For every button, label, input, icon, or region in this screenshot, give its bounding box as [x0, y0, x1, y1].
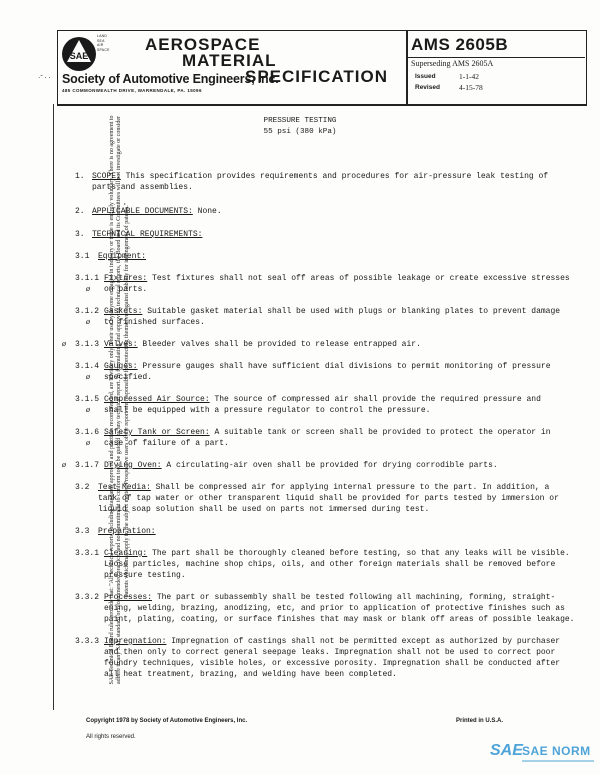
section-compressed-air: Compressed Air Source: The source of compressed air shall provide the required pressure and — [104, 395, 541, 404]
society-address: 485 COMMONWEALTH DRIVE, WARRENDALE, PA. 15096 — [62, 88, 202, 93]
section-line: foundry techniques, visible holes, or excessive porosity. Impregnation shall be conducted after — [104, 659, 561, 668]
section-line: and then only to correct general seepage leaks. Impregnation shall not be used to correct poor — [104, 648, 556, 657]
section-line: liquid soap solution shall be used on parts not immersed during test. — [98, 505, 430, 514]
section-number: 3.2 — [75, 483, 90, 492]
disclaimer-vertical-text: SAE Technical Board rules provide that: "All technical reports, including standards approved and practices recommended, are advisory only. Their use by anyone engaged in industry or trade is entirely voluntary. There is no agreement to adhere to any SAE standard or recommended practice, and no commitment to conform to or be guided by any technical report. In formulating and approving technical reports, the Board and its Committees will not investigate or consider patents which may apply to the subject matter. Prospective users of the report are responsible for protecting themselves against liability for infringement of patents." — [109, 115, 130, 685]
section-equipment: Equipment: — [98, 252, 147, 261]
section-line: to finished surfaces. — [104, 318, 205, 327]
document-title: PRESSURE TESTING — [263, 117, 337, 125]
section-number: 3.3.3 — [75, 637, 100, 646]
section-processes: Processes: The part or subassembly shall be tested following all machining, forming, straight- — [104, 593, 556, 602]
section-line: shall be equipped with a pressure regulator to control the pressure. — [104, 406, 431, 415]
section-test-media: Test Media: Shall be compressed air for applying internal pressure to the part. In addition, a — [98, 483, 550, 492]
watermark-logo: SAE — [490, 742, 523, 759]
header-divider — [406, 30, 408, 106]
document-subtitle: 55 psi (380 kPa) — [263, 128, 337, 136]
society-name: Society of Automotive Engineers, Inc. — [62, 72, 279, 86]
sidebar-rule — [53, 104, 54, 710]
title-aerospace: AEROSPACE — [145, 35, 261, 54]
section-gaskets: Gaskets: Suitable gasket material shall be used with plugs or blanking plates to prevent damage — [104, 307, 561, 316]
title-specification: SPECIFICATION — [245, 67, 389, 86]
footer-rights: All rights reserved. — [86, 734, 136, 740]
footer-copyright: Copyright 1978 by Society of Automotive Engineers, Inc. — [86, 718, 248, 724]
section-scope: SCOPE: This specification provides requirements and procedures for air-pressure leak testing of — [92, 172, 549, 181]
section-number: 3.1.1 — [75, 274, 100, 283]
section-number: 3.1.6 — [75, 428, 100, 437]
revision-mark: ø — [86, 372, 90, 381]
section-preparation: Preparation: — [98, 527, 156, 536]
footer-printed: Printed in U.S.A. — [456, 718, 504, 724]
section-gauges: Gauges: Pressure gauges shall have sufficient dial divisions to permit monitoring of pressure — [104, 362, 551, 371]
section-line: specified. — [104, 373, 153, 382]
section-number: 3.3.2 — [75, 593, 100, 602]
issued-date: 1-1-42 — [459, 72, 479, 81]
section-line: case of failure of a part. — [104, 439, 229, 448]
section-number: 3.1.4 — [75, 362, 100, 371]
watermark-text: SAE NORM — [522, 744, 591, 758]
supersedes-rule — [408, 57, 585, 58]
section-number: 3.3 — [75, 527, 90, 536]
issued-label: Issued — [415, 73, 436, 80]
section-line: parts and assemblies. — [92, 183, 193, 192]
sae-logo-icon — [61, 36, 97, 72]
revision-mark: ø — [86, 317, 90, 326]
section-line: paint, plating, coating, or surface finishes that may mask or blank off areas of possible leakage. — [104, 615, 575, 624]
section-safety-tank: Safety Tank or Screen: A suitable tank or screen shall be provided to protect the operator in — [104, 428, 551, 437]
section-cleaning: Cleaning: The part shall be thoroughly cleaned before testing, so that any leaks will be visible. — [104, 549, 570, 558]
revision-mark: ø — [86, 405, 90, 414]
section-number: 3.1.3 — [75, 340, 100, 349]
section-number: 1. — [75, 172, 85, 181]
section-line: pressure testing. — [104, 571, 186, 580]
revised-date: 4-15-78 — [459, 83, 483, 92]
section-line: ening, welding, brazing, anodizing, etc, and prior to application of protective finishes such as — [104, 604, 565, 613]
section-line: all heat treatment, brazing, and welding have been completed. — [104, 670, 397, 679]
section-number: 3.1.2 — [75, 307, 100, 316]
section-line: on parts. — [104, 285, 148, 294]
margin-marks: ·ˇ · · — [38, 74, 51, 82]
revision-mark: ø — [62, 339, 66, 348]
section-number: 3.1.7 — [75, 461, 100, 470]
revision-mark: ø — [86, 438, 90, 447]
logo-tagline: LAND SEA AIR SPACE — [97, 34, 110, 52]
section-technical-requirements: TECHNICAL REQUIREMENTS: — [92, 230, 203, 239]
title-material: MATERIAL — [182, 51, 277, 70]
section-valves: Valves: Bleeder valves shall be provided to release entrapped air. — [104, 340, 421, 349]
section-line: tank of tap water or other transparent liquid shall be provided for parts tested by immersion or — [98, 494, 559, 503]
svg-text:SAE: SAE — [69, 51, 89, 61]
revision-mark: ø — [62, 460, 66, 469]
header-bottom-rule — [57, 104, 587, 106]
section-impregnation: Impregnation: Impregnation of castings shall not be permitted except as authorized by purchaser — [104, 637, 561, 646]
section-applicable-documents: APPLICABLE DOCUMENTS: None. — [92, 207, 222, 216]
section-fixtures: Fixtures: Test fixtures shall not seal off areas of possible leakage or create excessive stresses — [104, 274, 570, 283]
section-line: Loose particles, machine shop chips, oils, and other foreign materials shall be removed before — [104, 560, 556, 569]
revised-label: Revised — [415, 84, 440, 91]
section-drying-oven: Drying Oven: A circulating-air oven shall be provided for drying corrodible parts. — [104, 461, 498, 470]
watermark-bar — [522, 760, 594, 762]
section-number: 3. — [75, 230, 85, 239]
revision-mark: ø — [86, 284, 90, 293]
section-number: 3.3.1 — [75, 549, 100, 558]
section-number: 3.1.5 — [75, 395, 100, 404]
document-number: AMS 2605B — [411, 35, 509, 54]
supersedes-text: Superseding AMS 2605A — [411, 59, 494, 68]
section-number: 2. — [75, 207, 85, 216]
section-number: 3.1 — [75, 252, 90, 261]
